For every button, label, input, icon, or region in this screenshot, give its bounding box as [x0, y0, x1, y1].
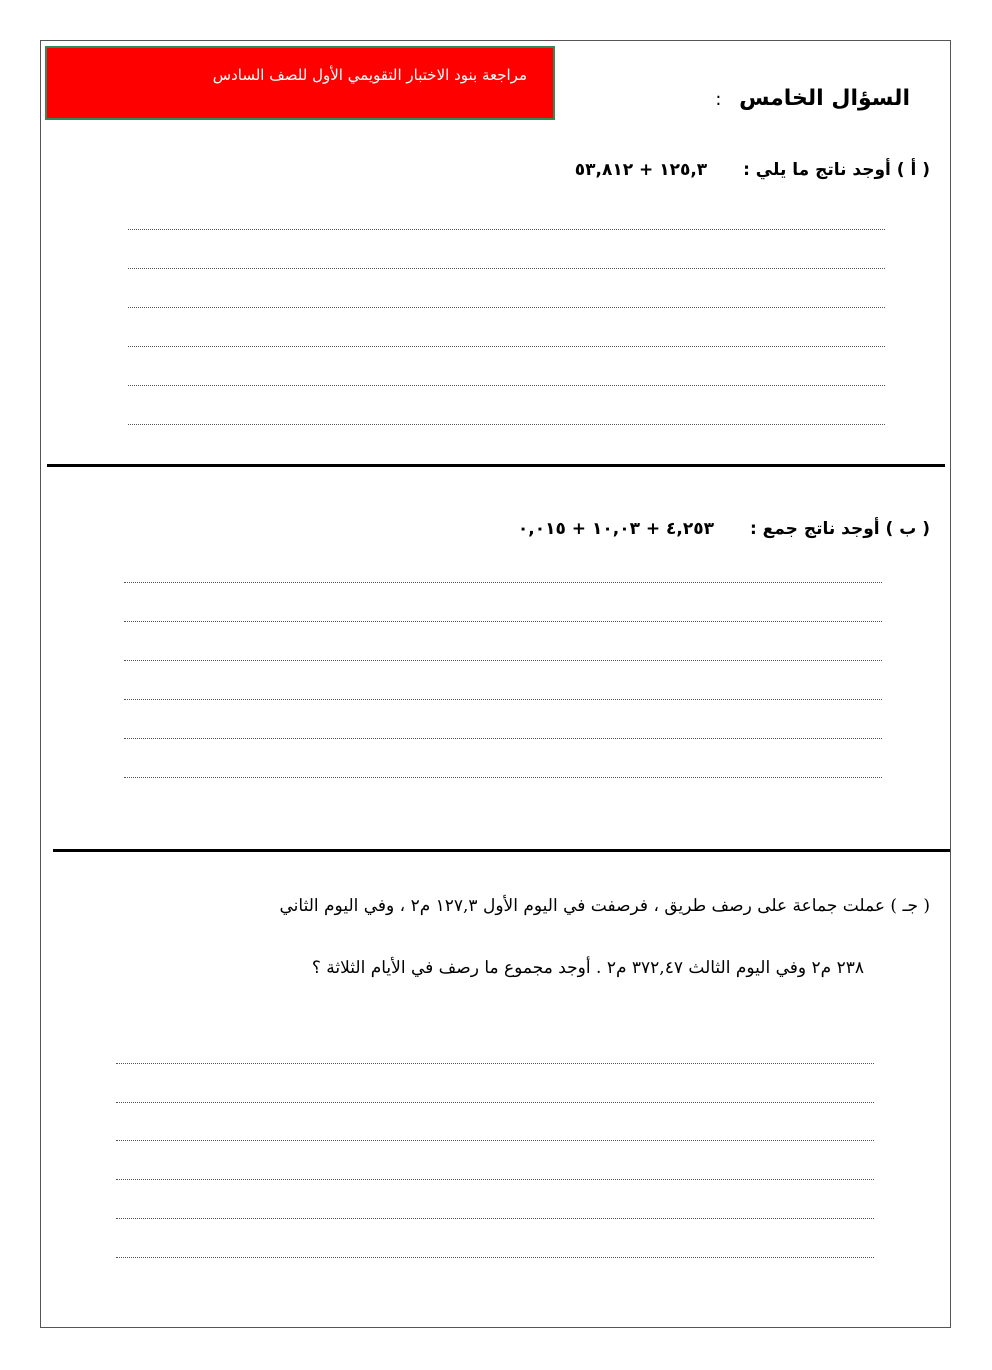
- answer-line[interactable]: [124, 699, 882, 700]
- question-title-text: السؤال الخامس: [739, 86, 910, 111]
- answer-line[interactable]: [124, 660, 882, 661]
- section-divider: [47, 464, 945, 467]
- answer-line[interactable]: [128, 346, 885, 347]
- answer-line[interactable]: [128, 307, 885, 308]
- answer-line[interactable]: [116, 1140, 874, 1141]
- question-title: [715, 86, 910, 111]
- part-a-label: ( أ ) أوجد ناتج ما يلي :: [743, 160, 930, 180]
- answer-line[interactable]: [124, 777, 882, 778]
- part-c-line-1: ( جـ ) عملت جماعة على رصف طريق ، فرصفت في اليوم الأول ١٢٧,٣ م٢ ، وفي اليوم الثاني: [279, 896, 930, 916]
- page-frame: [40, 40, 951, 1328]
- answer-line[interactable]: [128, 424, 885, 425]
- answer-line[interactable]: [116, 1257, 874, 1258]
- banner-text: مراجعة بنود الاختبار التقويمي الأول للصف السادس: [212, 66, 527, 84]
- part-a-expression: ١٢٥,٣ + ٥٣,٨١٢: [574, 160, 708, 180]
- answer-line[interactable]: [116, 1179, 874, 1180]
- answer-line[interactable]: [124, 582, 882, 583]
- answer-line[interactable]: [116, 1102, 874, 1103]
- answer-line[interactable]: [128, 268, 885, 269]
- title-banner: [45, 46, 555, 120]
- answer-line[interactable]: [128, 229, 885, 230]
- part-b-prompt: [518, 519, 930, 539]
- question-title-colon: :: [715, 89, 722, 110]
- part-c-line-2: ٢٣٨ م٢ وفي اليوم الثالث ٣٧٢,٤٧ م٢ . أوجد مجموع ما رصف في الأيام الثلاثة ؟: [311, 958, 864, 978]
- answer-line[interactable]: [124, 738, 882, 739]
- answer-line[interactable]: [116, 1218, 874, 1219]
- part-b-label: ( ب ) أوجد ناتج جمع :: [749, 519, 930, 539]
- part-a-prompt: [575, 160, 930, 180]
- answer-line[interactable]: [124, 621, 882, 622]
- answer-line[interactable]: [116, 1063, 874, 1064]
- answer-line[interactable]: [128, 385, 885, 386]
- part-b-expression: ٤,٢٥٣ + ١٠,٠٣ + ٠,٠١٥: [517, 519, 715, 539]
- section-divider: [53, 849, 950, 852]
